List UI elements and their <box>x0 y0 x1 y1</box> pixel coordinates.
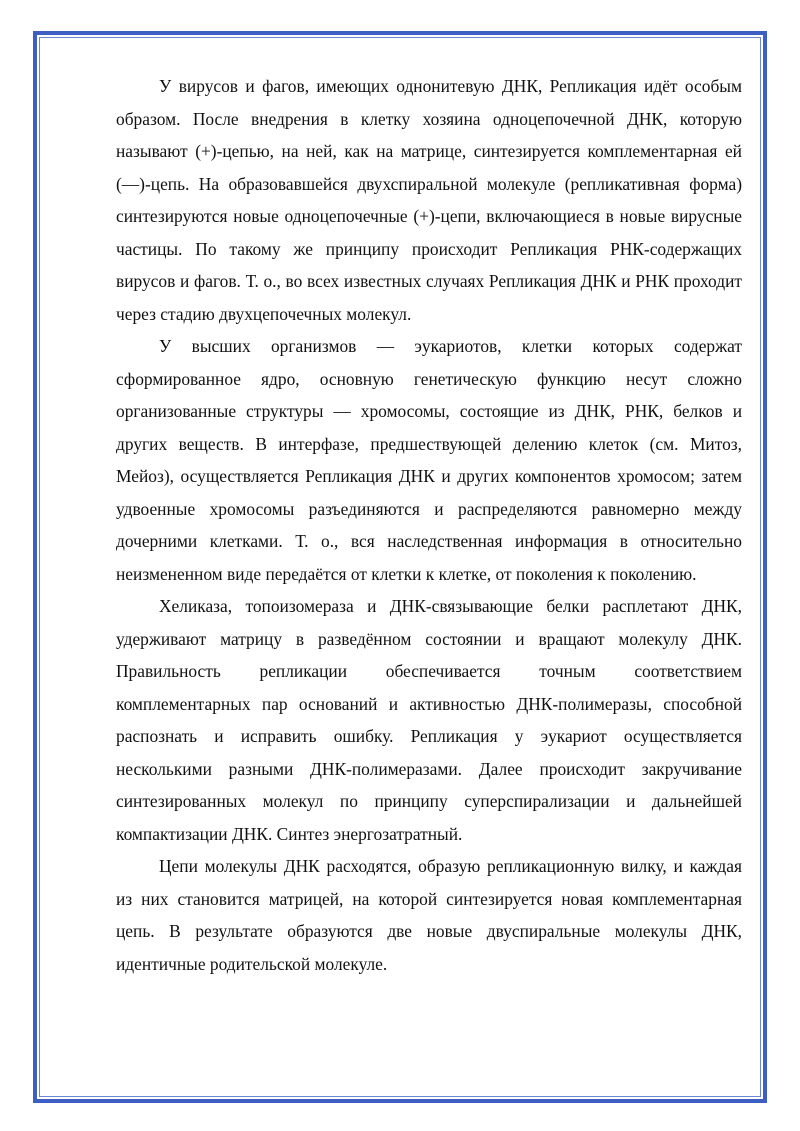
paragraph-helicase-topoisomerase: Хеликаза, топоизомераза и ДНК-связывающие белки расплетают ДНК, удерживают матрицу в разведённом состоянии и вращают молекулу ДНК. Правильность репликации обеспечивается точным соответствием комплементарных пар оснований и активностью ДНК-полимеразы, способной распознать и исправить ошибку. Репликация у эукариот осуществляется несколькими разными ДНК-полимеразами. Далее происходит закручивание синтезированных молекул по принципу суперспирализации и дальнейшей компактизации ДНК. Синтез энергозатратный. <box>116 596 742 844</box>
document-body <box>116 70 742 980</box>
paragraph-eukaryotes-replication: У высших организмов — эукариотов, клетки которых содержат сформированное ядро, основную генетическую функцию несут сложно организованные структуры — хромосомы, состоящие из ДНК, РНК, белков и других веществ. В интерфазе, предшествующей делению клеток (см. Митоз, Мейоз), осуществляется Репликация ДНК и других компонентов хромосом; затем удвоенные хромосомы разъединяются и распределяются равномерно между дочерними клетками. Т. о., вся наследственная информация в относительно неизмененном виде передаётся от клетки к клетке, от поколения к поколению. <box>116 336 742 584</box>
paragraph-viruses-replication: У вирусов и фагов, имеющих однонитевую ДНК, Репликация идёт особым образом. После внедрения в клетку хозяина одноцепочечной ДНК, которую называют (+)-цепью, на ней, как на матрице, синтезируется комплементарная ей (—)-цепь. На образовавшейся двухспиральной молекуле (репликативная форма) синтезируются новые одноцепочечные (+)-цепи, включающиеся в новые вирусные частицы. По такому же принципу происходит Репликация РНК-содержащих вирусов и фагов. Т. о., во всех известных случаях Репликация ДНК и РНК проходит через стадию двухцепочечных молекул. <box>116 76 742 324</box>
paragraph-replication-fork: Цепи молекулы ДНК расходятся, образую репликационную вилку, и каждая из них становится матрицей, на которой синтезируется новая комплементарная цепь. В результате образуются две новые двуспиральные молекулы ДНК, идентичные родительской молекуле. <box>116 856 742 974</box>
